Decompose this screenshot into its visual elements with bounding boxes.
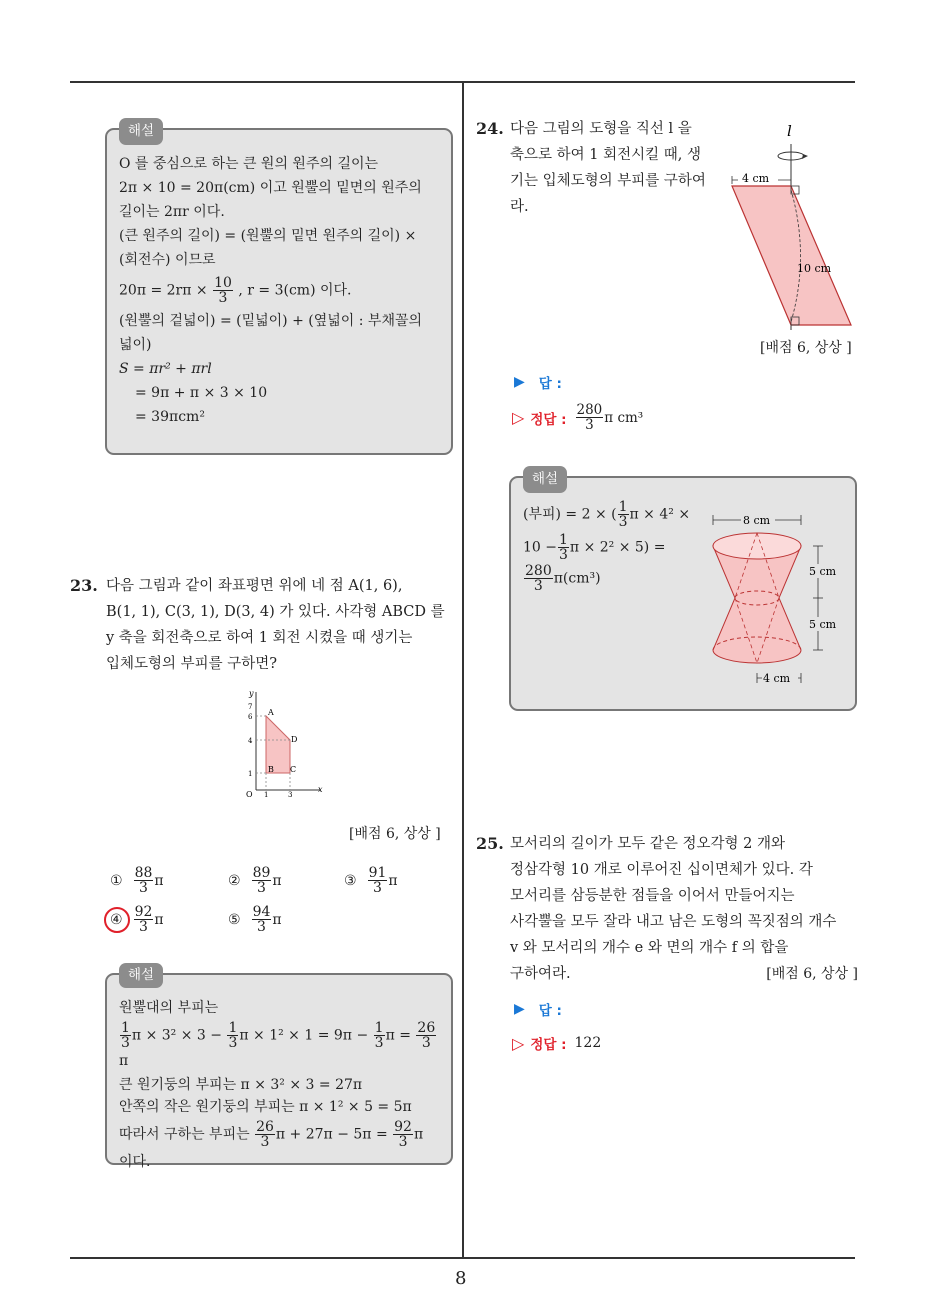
- sol24-line: 10 − $\frac{1}{3}$ π × 2² × 5) =: [523, 532, 666, 563]
- parallelogram-shape: [732, 186, 851, 325]
- sol23-line: 원뿔대의 부피는: [119, 1000, 219, 1016]
- sol24-line: (부피) = 2 × ( $\frac{1}{3}$ π × 4² ×: [523, 499, 691, 530]
- fraction: $\frac{280}{3}$: [576, 402, 603, 433]
- fraction: $\frac{1}{3}$: [374, 1020, 384, 1051]
- fraction: $\frac{92}{3}$: [394, 1119, 412, 1150]
- coordinate-figure: [238, 686, 328, 798]
- axis-l-label: l: [787, 122, 792, 140]
- question-line: 기는 입체도형의 부피를 구하여: [510, 173, 706, 189]
- correct-answer-value: 122: [574, 1035, 602, 1051]
- correct-answer-row-24: ▷ 정답 : $\frac{280}{3}$ π cm³: [512, 402, 644, 433]
- lower-height: 5 cm: [809, 618, 837, 631]
- sol22-line: 넓이): [119, 337, 152, 353]
- x-tick: 3: [288, 791, 293, 798]
- answer-label: 답 :: [538, 376, 562, 392]
- fraction: $\frac{1}{3}$: [559, 532, 568, 563]
- y-tick: 6: [248, 713, 253, 721]
- triangle-outline-icon: ▷: [512, 408, 525, 427]
- choice-4[interactable]: ④ $\frac{92}{3}$ π: [110, 904, 164, 935]
- sol22-line: 20π = 2rπ × $\frac{10}{3}$ , r = 3(cm) 이다.: [119, 275, 352, 306]
- choice-1[interactable]: ① $\frac{88}{3}$ π: [110, 865, 164, 896]
- page-number: 8: [455, 1268, 467, 1289]
- selected-answer-circle: [104, 907, 130, 933]
- fraction: $\frac{91}{3}$: [368, 865, 387, 896]
- question-line: B(1, 1), C(3, 1), D(3, 4) 가 있다. 사각형 ABCD 를: [106, 604, 445, 620]
- fraction: $\frac{280}{3}$: [525, 563, 552, 594]
- x-tick: 1: [264, 791, 269, 798]
- y-tick: 1: [248, 770, 253, 778]
- question-line: 모서리를 삼등분한 점들을 이어서 만들어지는: [510, 888, 795, 904]
- choice-5[interactable]: ⑤ $\frac{94}{3}$ π: [228, 904, 282, 935]
- question-line: 정삼각형 10 개로 이루어진 십이면체가 있다. 각: [510, 862, 813, 878]
- point-b: B: [268, 765, 274, 774]
- point-d: D: [291, 735, 298, 744]
- question-24: [476, 116, 721, 220]
- fraction: $\frac{94}{3}$: [252, 904, 271, 935]
- question-line: 다음 그림과 같이 좌표평면 위에 네 점 A(1, 6),: [106, 578, 403, 594]
- question-line: 축으로 하여 1 회전시킬 때, 생: [510, 147, 701, 163]
- solution-box-23: [105, 967, 453, 1170]
- sol22-line: (회전수) 이므로: [119, 252, 216, 268]
- fraction: $\frac{26}{3}$: [417, 1020, 436, 1051]
- choice-3[interactable]: ③ $\frac{91}{3}$ π: [344, 865, 398, 896]
- play-icon: ▶: [514, 1001, 525, 1017]
- fraction: $\frac{10}{3}$: [214, 275, 232, 306]
- answer-row-25: [514, 999, 562, 1019]
- fraction: $\frac{1}{3}$: [228, 1020, 238, 1051]
- answer-row-24: [514, 372, 562, 392]
- question-23: [70, 573, 455, 677]
- x-axis-label: x: [318, 785, 323, 794]
- bottom-rule: [70, 1257, 855, 1259]
- sol23-line: 이다.: [119, 1154, 151, 1170]
- solution-tag: 해설: [523, 466, 567, 493]
- sol22-line: = 9π + π × 3 × 10: [135, 385, 268, 401]
- solution-tag: 해설: [119, 963, 163, 988]
- question-line: v 와 모서리의 개수 e 와 면의 개수 f 의 합을: [510, 940, 789, 956]
- question-line: 사각뿔을 모두 잘라 내고 남은 도형의 꼭짓점의 개수: [510, 914, 837, 930]
- score-25: [배점 6, 상상 ]: [766, 966, 858, 982]
- sol24-line: $\frac{280}{3}$ π(cm³): [525, 563, 601, 594]
- triangle-outline-icon: ▷: [512, 1033, 525, 1053]
- sol23-line: $\frac{1}{3}$ π × 3² × 3 − $\frac{1}{3}$ π × 1² × 1 = 9π − $\frac{1}{3}$ π = $\frac{26}{3}$ π: [119, 1020, 436, 1069]
- question-line: 입체도형의 부피를 구하면?: [106, 656, 278, 672]
- point-a: A: [268, 708, 274, 717]
- question-line: 다음 그림의 도형을 직선 l 을: [510, 121, 692, 137]
- sol23-line: 안쪽의 작은 원기둥의 부피는 π × 1² × 5 = 5π: [119, 1099, 412, 1115]
- fraction: $\frac{88}{3}$: [134, 865, 153, 896]
- question-line: 구하여라. [배점 6, 상상 ]: [510, 961, 858, 987]
- sol23-line: 따라서 구하는 부피는 $\frac{26}{3}$ π + 27π − 5π = $\frac{92}{3}$ π: [119, 1119, 424, 1150]
- y-tick: 4: [248, 737, 253, 745]
- side-dimension: 10 cm: [797, 262, 832, 275]
- top-width: 8 cm: [743, 514, 771, 527]
- score-24: [배점 6, 상상 ]: [760, 340, 852, 356]
- score-23: [배점 6, 상상 ]: [349, 826, 441, 842]
- origin-label: O: [246, 790, 253, 798]
- fraction: $\frac{26}{3}$: [256, 1119, 274, 1150]
- correct-label: 정답 :: [530, 411, 567, 428]
- question-25: [476, 831, 858, 987]
- question-number: 23.: [70, 576, 98, 595]
- question-line: 모서리의 길이가 모두 같은 정오각형 2 개와: [510, 836, 785, 852]
- fraction: $\frac{92}{3}$: [134, 904, 153, 935]
- solution-tag: 해설: [119, 118, 163, 145]
- answer-label: 답 :: [538, 1003, 562, 1019]
- question-line: y 축을 회전축으로 하여 1 회전 시켰을 때 생기는: [106, 630, 413, 646]
- sol22-line: 길이는 2πr 이다.: [119, 204, 225, 220]
- upper-height: 5 cm: [809, 565, 837, 578]
- question-line: 라.: [510, 199, 529, 215]
- column-divider: [462, 82, 464, 1258]
- sol22-line: O 를 중심으로 하는 큰 원의 원주의 길이는: [119, 156, 379, 172]
- correct-label: 정답 :: [530, 1037, 567, 1053]
- parallelogram-figure: [724, 118, 856, 336]
- sol22-line: (큰 원주의 길이) = (원뿔의 밑면 원주의 길이) ×: [119, 228, 417, 244]
- sol22-line: S = πr² + πrl: [119, 361, 212, 377]
- sol22-line: 2π × 10 = 20π(cm) 이고 원뿔의 밑면의 원주의: [119, 180, 422, 196]
- fraction: $\frac{1}{3}$: [618, 499, 628, 530]
- y-tick: 7: [248, 703, 253, 711]
- correct-answer-row-25: [512, 1033, 601, 1053]
- choice-2[interactable]: ② $\frac{89}{3}$ π: [228, 865, 282, 896]
- sol23-line: 큰 원기둥의 부피는 π × 3² × 3 = 27π: [119, 1077, 363, 1093]
- bottom-radius: 4 cm: [763, 672, 791, 685]
- question-number: 25.: [476, 834, 504, 853]
- y-axis-label: y: [249, 689, 254, 698]
- fraction: $\frac{1}{3}$: [121, 1020, 130, 1051]
- top-dimension: 4 cm: [742, 172, 770, 185]
- sol22-line: (원뿔의 겉넓이) = (밑넓이) + (옆넓이 : 부채꼴의: [119, 313, 423, 329]
- question-number: 24.: [476, 119, 504, 138]
- sol22-line: = 39πcm²: [135, 409, 205, 425]
- fraction: $\frac{89}{3}$: [252, 865, 271, 896]
- play-icon: ▶: [514, 374, 525, 390]
- point-c: C: [290, 765, 297, 774]
- double-cone-figure: [705, 508, 845, 692]
- solution-box-22: [105, 123, 453, 455]
